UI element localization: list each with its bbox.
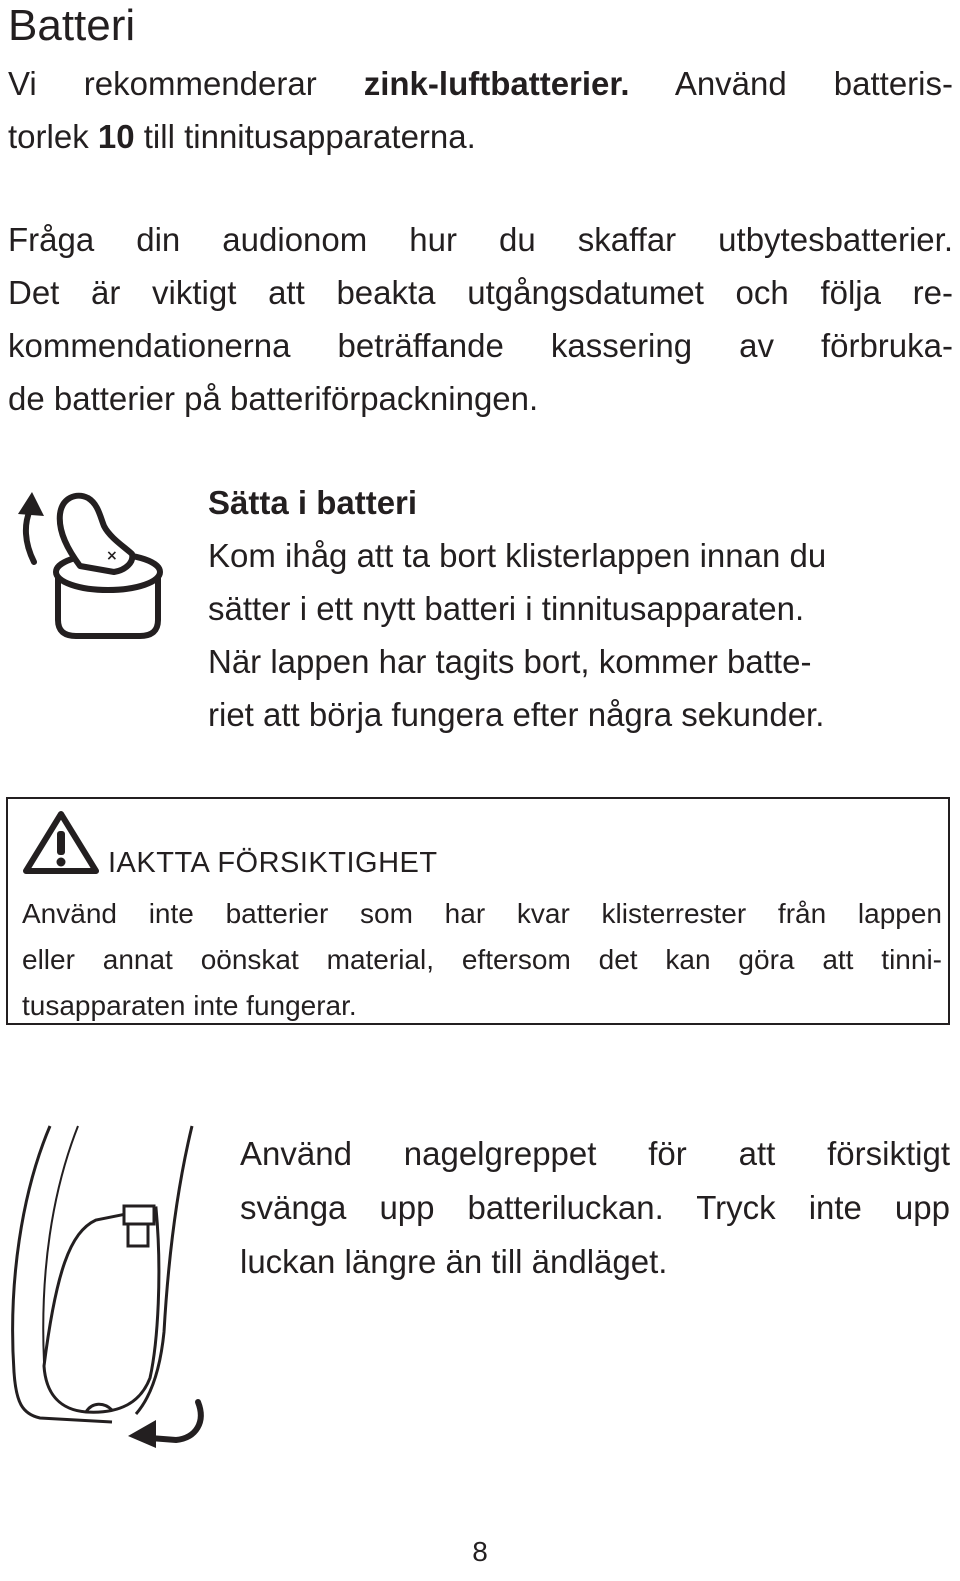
nail-line-2: svänga upp batteriluckan. Tryck inte upp <box>240 1189 950 1226</box>
caution-heading: IAKTTA FÖRSIKTIGHET <box>108 847 438 879</box>
intro-paragraph <box>8 57 953 163</box>
battery-size: 10 <box>97 118 135 155</box>
battery-insert-illustration <box>10 480 170 640</box>
svg-text:×: × <box>106 548 118 564</box>
insert-line-2: sätter i ett nytt batteri i tinnitusapparaten. <box>208 590 805 627</box>
nail-line-3: luckan längre än till ändläget. <box>240 1243 668 1280</box>
warning-triangle-icon <box>22 809 100 875</box>
page-number: 8 <box>472 1536 488 1567</box>
disposal-line-2: Det är viktigt att beakta utgångsdatumet och följa re- <box>8 274 953 311</box>
caution-text <box>22 891 942 1029</box>
caution-line-2: eller annat oönskat material, eftersom det kan göra att tinni- <box>22 944 942 975</box>
insert-line-4: riet att börja fungera efter några sekunder. <box>208 696 825 733</box>
nail-line-1: Använd nagelgreppet för att försiktigt <box>240 1135 950 1172</box>
disposal-line-4: de batterier på batteriförpackningen. <box>8 380 539 417</box>
page-title: Batteri <box>8 1 136 50</box>
insert-battery-heading: Sätta i batteri <box>208 484 418 521</box>
insert-line-1: Kom ihåg att ta bort klisterlappen innan du <box>208 537 827 574</box>
insert-line-3: När lappen har tagits bort, kommer batte- <box>208 643 812 680</box>
caution-line-3: tusapparaten inte fungerar. <box>22 990 357 1021</box>
caution-box <box>6 797 950 1025</box>
nail-grip-section <box>240 1127 950 1289</box>
disposal-line-1: Fråga din audionom hur du skaffar utbytesbatterier. <box>8 221 953 258</box>
battery-door-illustration <box>0 1122 215 1452</box>
caution-line-1: Använd inte batterier som har kvar klisterrester från lappen <box>22 898 942 929</box>
disposal-paragraph <box>8 213 953 425</box>
intro-line-1: Vi rekommenderar zink-luftbatterier. Använd batteris- <box>8 65 953 102</box>
battery-type: zink-luftbatterier. <box>363 65 630 102</box>
insert-battery-section <box>208 476 953 741</box>
intro-line-2: torlek 10 till tinnitusapparaterna. <box>8 118 476 155</box>
disposal-line-3: kommendationerna beträffande kassering av förbruka- <box>8 327 953 364</box>
